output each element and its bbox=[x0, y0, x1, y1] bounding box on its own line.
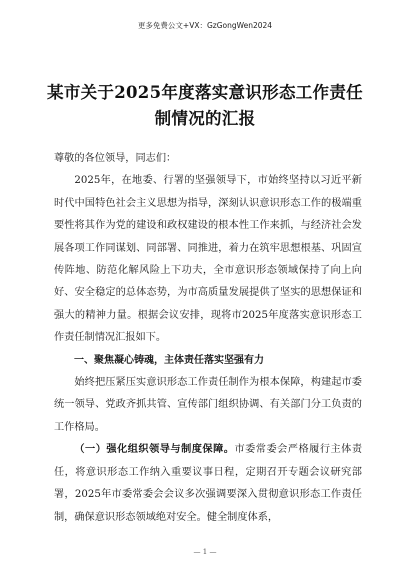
document-body bbox=[54, 148, 362, 529]
header-note: 更多免费公文+VX：GzGongWen2024 bbox=[137, 21, 273, 30]
salutation: 尊敬的各位领导，同志们： bbox=[54, 153, 177, 164]
page-number: — 1 — bbox=[193, 548, 217, 556]
intro-paragraph: 2025年，在地委、行署的坚强领导下，市始终坚持以习近平新时代中国特色社会主义思想为指导，深刻认识意识形态工作的极端重要性将其作为党的建设和政权建设的根本性工作来抓，与经济社会发展各项工作同谋划、同部署、同推进，着力在筑牢思想根基、巩固宣传阵地、防范化解风险上下功夫，全市意识形态领域保持了向上向好、安全稳定的总体态势，为市高质量发展提供了坚实的思想保证和强大的精神力量。根据会议安排，现将市2025年度落实意识形态工作责任制情况汇报如下。 bbox=[54, 175, 362, 344]
section-heading: 一、聚焦凝心铸魂，主体责任落实坚强有力 bbox=[74, 354, 264, 366]
section-paragraph: 始终把压紧压实意识形态工作责任制作为根本保障，构建起市委统一领导、党政齐抓共管、宣传部门组织协调、有关部门分工负责的工作格局。 bbox=[54, 377, 362, 433]
document-title: 某市关于2025年度落实意识形态工作责任制情况的汇报 bbox=[47, 83, 363, 128]
subsection-paragraph bbox=[54, 439, 362, 529]
subsection-label: （一）强化组织领导与制度保障。 bbox=[74, 444, 235, 456]
subsection-text: 市委常委会严格履行主体责任，将意识形态工作纳入重要议事日程，定期召开专题会议研究部署，2025年市委常委会会议多次强调要深入贯彻意识形态工作责任制，确保意识形态领域绝对安全。健全制度体系， bbox=[54, 444, 363, 523]
